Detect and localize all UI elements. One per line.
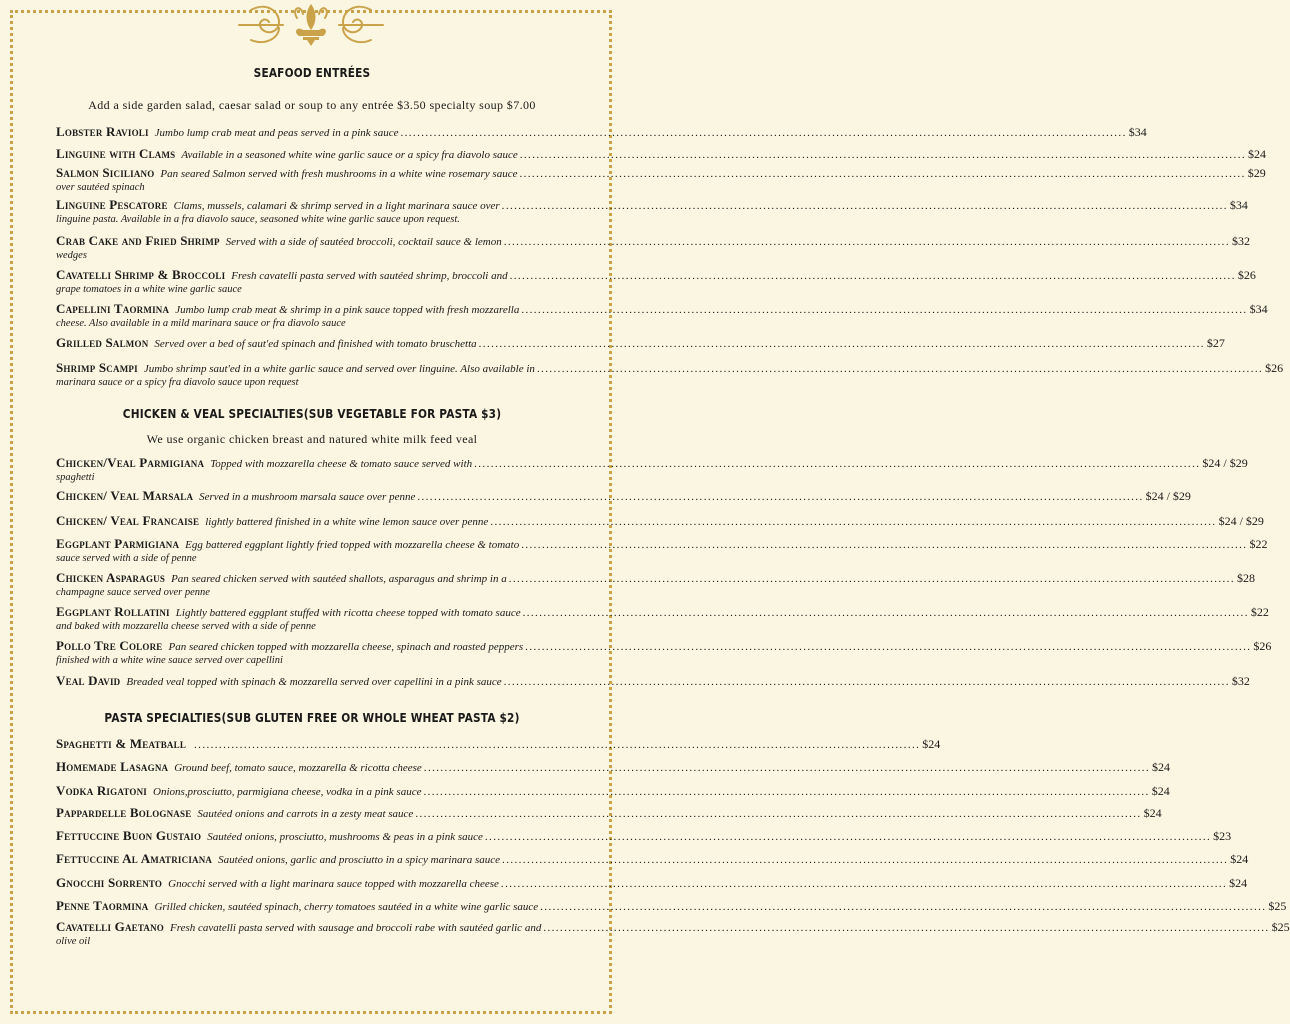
menu-item bbox=[56, 146, 1266, 162]
dot-leader bbox=[521, 538, 1247, 552]
menu-item-price: $22 bbox=[1250, 605, 1269, 619]
menu-item-line bbox=[56, 736, 941, 752]
menu-item-name: Veal David bbox=[56, 673, 121, 688]
menu-item-name: Homemade Lasagna bbox=[56, 759, 169, 774]
menu-item bbox=[56, 455, 1248, 484]
menu-item-name: Capellini Taormina bbox=[56, 301, 170, 316]
menu-item-name: Lobster Ravioli bbox=[56, 124, 149, 139]
menu-item-description-continued: cheese. Also available in a mild marinara sauce or fra diavolo sauce bbox=[56, 318, 346, 329]
menu-item-line bbox=[56, 455, 1248, 471]
menu-item-name: Cavatelli Shrimp & Broccoli bbox=[56, 267, 226, 282]
menu-item-description-continued: spaghetti bbox=[56, 472, 95, 483]
menu-item-description: Gnocchi served with a light marinara sauce topped with mozzarella cheese bbox=[168, 878, 499, 890]
menu-item-description: Sautéed onions, garlic and prosciutto in a spicy marinara sauce bbox=[218, 854, 501, 866]
menu-item-line bbox=[56, 488, 1191, 504]
menu-item-name: Chicken/ Veal Marsala bbox=[56, 488, 194, 503]
menu-item-price: $23 bbox=[1213, 829, 1232, 843]
menu-item-name: Pollo Tre Colore bbox=[56, 638, 163, 653]
menu-item-line bbox=[56, 604, 1269, 620]
menu-item bbox=[56, 267, 1256, 296]
menu-item-price: $34 bbox=[1249, 302, 1268, 316]
menu-item-price: $34 bbox=[1128, 125, 1147, 139]
dot-leader bbox=[417, 490, 1143, 504]
menu-item-name: Vodka Rigatoni bbox=[56, 783, 148, 798]
menu-item-line bbox=[56, 851, 1249, 867]
menu-item-price: $24 / $29 bbox=[1202, 456, 1248, 470]
menu-item bbox=[56, 197, 1248, 226]
menu-item-line bbox=[56, 124, 1147, 140]
menu-item-description-continued: and baked with mozzarella cheese served with a side of penne bbox=[56, 621, 316, 632]
menu-item-name: Chicken/Veal Parmigiana bbox=[56, 455, 205, 470]
menu-item bbox=[56, 759, 1171, 775]
fleur-de-lis-ornament-icon bbox=[231, 0, 391, 48]
menu-item-description: Egg battered eggplant lightly fried topped with mozzarella cheese & tomato bbox=[185, 539, 520, 551]
menu-item bbox=[56, 536, 1268, 565]
menu-item-name: Penne Taormina bbox=[56, 898, 149, 913]
menu-item-description: Pan seared chicken served with sautéed shallots, asparagus and shrimp in a bbox=[171, 573, 507, 585]
dot-leader bbox=[502, 853, 1228, 867]
menu-item-description: lightly battered finished in a white wine lemon sauce over penne bbox=[205, 516, 489, 528]
menu-item bbox=[56, 513, 1264, 529]
menu-item bbox=[56, 673, 1250, 689]
menu-item-price: $26 bbox=[1237, 268, 1256, 282]
menu-item-description-continued: linguine pasta. Available in a fra diavolo sauce, seasoned white wine garlic sauce upon request. bbox=[56, 214, 460, 225]
menu-item-line bbox=[56, 197, 1248, 213]
menu-item-name: Linguine with Clams bbox=[56, 146, 176, 161]
menu-item-name: Fettuccine Al Amatriciana bbox=[56, 851, 213, 866]
section-note: Add a side garden salad, caesar salad or soup to any entrée $3.50 specialty soup $7.00 bbox=[88, 98, 536, 112]
menu-item-line bbox=[56, 759, 1171, 775]
dot-leader bbox=[485, 830, 1211, 844]
menu-item-price: $24 / $29 bbox=[1218, 514, 1264, 528]
menu-item-price: $25 bbox=[1271, 920, 1290, 934]
menu-item-description-continued: olive oil bbox=[56, 936, 91, 947]
menu-item-description: Onions,prosciutto, parmigiana cheese, vodka in a pink sauce bbox=[153, 786, 422, 798]
menu-item-price: $25 bbox=[1268, 899, 1287, 913]
dot-leader bbox=[525, 640, 1251, 654]
menu-item bbox=[56, 875, 1248, 891]
dot-leader bbox=[543, 921, 1269, 935]
menu-item bbox=[56, 233, 1250, 262]
dot-leader bbox=[521, 303, 1247, 317]
menu-item-price: $28 bbox=[1236, 571, 1255, 585]
menu-item-line bbox=[56, 301, 1268, 317]
menu-item bbox=[56, 488, 1191, 504]
menu-item-line bbox=[56, 805, 1162, 821]
dot-leader bbox=[490, 515, 1216, 529]
menu-item bbox=[56, 638, 1272, 667]
menu-item bbox=[56, 335, 1225, 351]
menu-item-line bbox=[56, 513, 1264, 529]
menu-item bbox=[56, 604, 1269, 633]
menu-item-name: Eggplant Rollatini bbox=[56, 604, 170, 619]
menu-item-price: $24 bbox=[1151, 784, 1170, 798]
menu-item bbox=[56, 783, 1170, 799]
menu-item-price: $29 bbox=[1247, 166, 1266, 180]
menu-item-description: Pan seared chicken topped with mozzarella cheese, spinach and roasted peppers bbox=[168, 641, 524, 653]
menu-item-line bbox=[56, 360, 1284, 376]
menu-item-line bbox=[56, 146, 1266, 162]
section-title: SEAFOOD ENTRÉES bbox=[253, 66, 371, 80]
menu-item-price: $26 bbox=[1265, 361, 1284, 375]
dot-leader bbox=[194, 738, 920, 752]
menu-item-name: Crab Cake and Fried Shrimp bbox=[56, 233, 220, 248]
menu-item-description: Sautéed onions, prosciutto, mushrooms & peas in a pink sauce bbox=[207, 831, 483, 843]
menu-item-description-continued: over sautéed spinach bbox=[56, 182, 145, 193]
menu-item-name: Pappardelle Bolognase bbox=[56, 805, 192, 820]
menu-item bbox=[56, 124, 1147, 140]
menu-item-description: Fresh cavatelli pasta served with sausage and broccoli rabe with sautéed garlic and bbox=[170, 922, 542, 934]
menu-item bbox=[56, 898, 1287, 914]
menu-item-price: $34 bbox=[1229, 198, 1248, 212]
menu-item-line bbox=[56, 828, 1232, 844]
menu-item-price: $26 bbox=[1253, 639, 1272, 653]
section-title: PASTA SPECIALTIES(SUB GLUTEN FREE OR WHOLE WHEAT PASTA $2) bbox=[104, 711, 520, 725]
menu-item bbox=[56, 570, 1255, 599]
menu-item-description: Jumbo lump crab meat and peas served in a pink sauce bbox=[154, 127, 399, 139]
dot-leader bbox=[479, 337, 1205, 351]
menu-item bbox=[56, 828, 1232, 844]
menu-item-description: Served in a mushroom marsala sauce over penne bbox=[199, 491, 416, 503]
menu-item-line bbox=[56, 536, 1268, 552]
dot-leader bbox=[540, 900, 1266, 914]
menu-item-description: Grilled chicken, sautéed spinach, cherry tomatoes sautéed in a white wine garlic sauce bbox=[154, 901, 539, 913]
menu-item bbox=[56, 805, 1162, 821]
menu-item-price: $24 bbox=[922, 737, 941, 751]
section-title: CHICKEN & VEAL SPECIALTIES(SUB VEGETABLE FOR PASTA $3) bbox=[122, 407, 502, 421]
menu-item-name: Grilled Salmon bbox=[56, 335, 149, 350]
menu-item-name: Fettuccine Buon Gustaio bbox=[56, 828, 202, 843]
menu-item-price: $24 bbox=[1152, 760, 1171, 774]
dot-leader bbox=[520, 148, 1246, 162]
menu-item-description: Clams, mussels, calamari & shrimp served in a light marinara sauce over bbox=[173, 200, 500, 212]
menu-item-description: Topped with mozzarella cheese & tomato sauce served with bbox=[210, 458, 473, 470]
menu-item-line bbox=[56, 267, 1256, 283]
menu-item-price: $32 bbox=[1231, 234, 1250, 248]
menu-item-price: $24 bbox=[1248, 147, 1266, 161]
menu-item-description: Lightly battered eggplant stuffed with ricotta cheese topped with tomato sauce bbox=[175, 607, 521, 619]
dot-leader bbox=[502, 199, 1228, 213]
menu-item-name: Spaghetti & Meatball bbox=[56, 736, 187, 751]
menu-item-description: Jumbo lump crab meat & shrimp in a pink sauce topped with fresh mozzarella bbox=[175, 304, 520, 316]
dot-leader bbox=[423, 785, 1149, 799]
dot-leader bbox=[523, 606, 1249, 620]
menu-item-description: Served over a bed of saut'ed spinach and finished with tomato bruschetta bbox=[154, 338, 477, 350]
menu-item-description: Sautéed onions and carrots in a zesty meat sauce bbox=[197, 808, 414, 820]
menu-item bbox=[56, 919, 1290, 948]
menu-item-description: Fresh cavatelli pasta served with sautéed shrimp, broccoli and bbox=[231, 270, 508, 282]
menu-item-name: Gnocchi Sorrento bbox=[56, 875, 163, 890]
menu-item-description-continued: wedges bbox=[56, 250, 87, 261]
menu-item-description-continued: finished with a white wine sauce served over capellini bbox=[56, 655, 283, 666]
menu-item-description: Available in a seasoned white wine garlic sauce or a spicy fra diavolo sauce bbox=[181, 149, 518, 161]
menu-item-description: Pan seared Salmon served with fresh mushrooms in a white wine rosemary sauce bbox=[160, 168, 518, 180]
menu-item-line bbox=[56, 233, 1250, 249]
dot-leader bbox=[504, 675, 1230, 689]
menu-item-line bbox=[56, 335, 1225, 351]
dot-leader bbox=[504, 235, 1230, 249]
dot-leader bbox=[537, 362, 1263, 376]
dot-leader bbox=[474, 457, 1200, 471]
menu-item-name: Shrimp Scampi bbox=[56, 360, 138, 375]
menu-item-price: $24 bbox=[1229, 876, 1248, 890]
menu-item bbox=[56, 165, 1266, 194]
menu-item-description: Breaded veal topped with spinach & mozzarella served over capellini in a pink sauce bbox=[126, 676, 502, 688]
menu-item bbox=[56, 736, 941, 752]
menu-item-name: Cavatelli Gaetano bbox=[56, 919, 165, 934]
menu-item-price: $22 bbox=[1249, 537, 1268, 551]
menu-item-description-continued: grape tomatoes in a white wine garlic sauce bbox=[56, 284, 242, 295]
menu-item-line bbox=[56, 673, 1250, 689]
dot-leader bbox=[424, 761, 1150, 775]
dot-leader bbox=[415, 807, 1141, 821]
menu-item-description: Served with a side of sautéed broccoli, cocktail sauce & lemon bbox=[225, 236, 502, 248]
menu-item-description: Jumbo shrimp saut'ed in a white garlic sauce and served over linguine. Also available in bbox=[143, 363, 535, 375]
section-note: We use organic chicken breast and natured white milk feed veal bbox=[146, 432, 478, 446]
menu-item-name: Salmon Siciliano bbox=[56, 165, 155, 180]
menu-item-line bbox=[56, 898, 1287, 914]
dot-leader bbox=[519, 167, 1245, 181]
menu-item-description: Ground beef, tomato sauce, mozzarella & ricotta cheese bbox=[174, 762, 422, 774]
menu-item bbox=[56, 301, 1268, 330]
menu-item-description-continued: marinara sauce or a spicy fra diavolo sauce upon request bbox=[56, 377, 299, 388]
menu-item-price: $24 bbox=[1143, 806, 1162, 820]
menu-item-name: Linguine Pescatore bbox=[56, 197, 168, 212]
menu-item-price: $24 / $29 bbox=[1145, 489, 1191, 503]
menu-item-price: $32 bbox=[1231, 674, 1250, 688]
menu-item-line bbox=[56, 638, 1272, 654]
menu-item-price: $24 bbox=[1230, 852, 1249, 866]
dot-leader bbox=[400, 126, 1126, 140]
menu-item-name: Eggplant Parmigiana bbox=[56, 536, 180, 551]
dot-leader bbox=[501, 877, 1227, 891]
menu-item-line bbox=[56, 570, 1255, 586]
menu-item-line bbox=[56, 783, 1170, 799]
menu-item bbox=[56, 360, 1284, 389]
menu-item-description-continued: sauce served with a side of penne bbox=[56, 553, 197, 564]
menu-item bbox=[56, 851, 1249, 867]
dot-leader bbox=[509, 572, 1235, 586]
menu-item-line bbox=[56, 165, 1266, 181]
menu-item-line bbox=[56, 875, 1248, 891]
menu-item-name: Chicken/ Veal Francaise bbox=[56, 513, 200, 528]
menu-item-description-continued: champagne sauce served over penne bbox=[56, 587, 210, 598]
dot-leader bbox=[510, 269, 1236, 283]
menu-item-price: $27 bbox=[1206, 336, 1225, 350]
menu-item-line bbox=[56, 919, 1290, 935]
menu-item-name: Chicken Asparagus bbox=[56, 570, 166, 585]
